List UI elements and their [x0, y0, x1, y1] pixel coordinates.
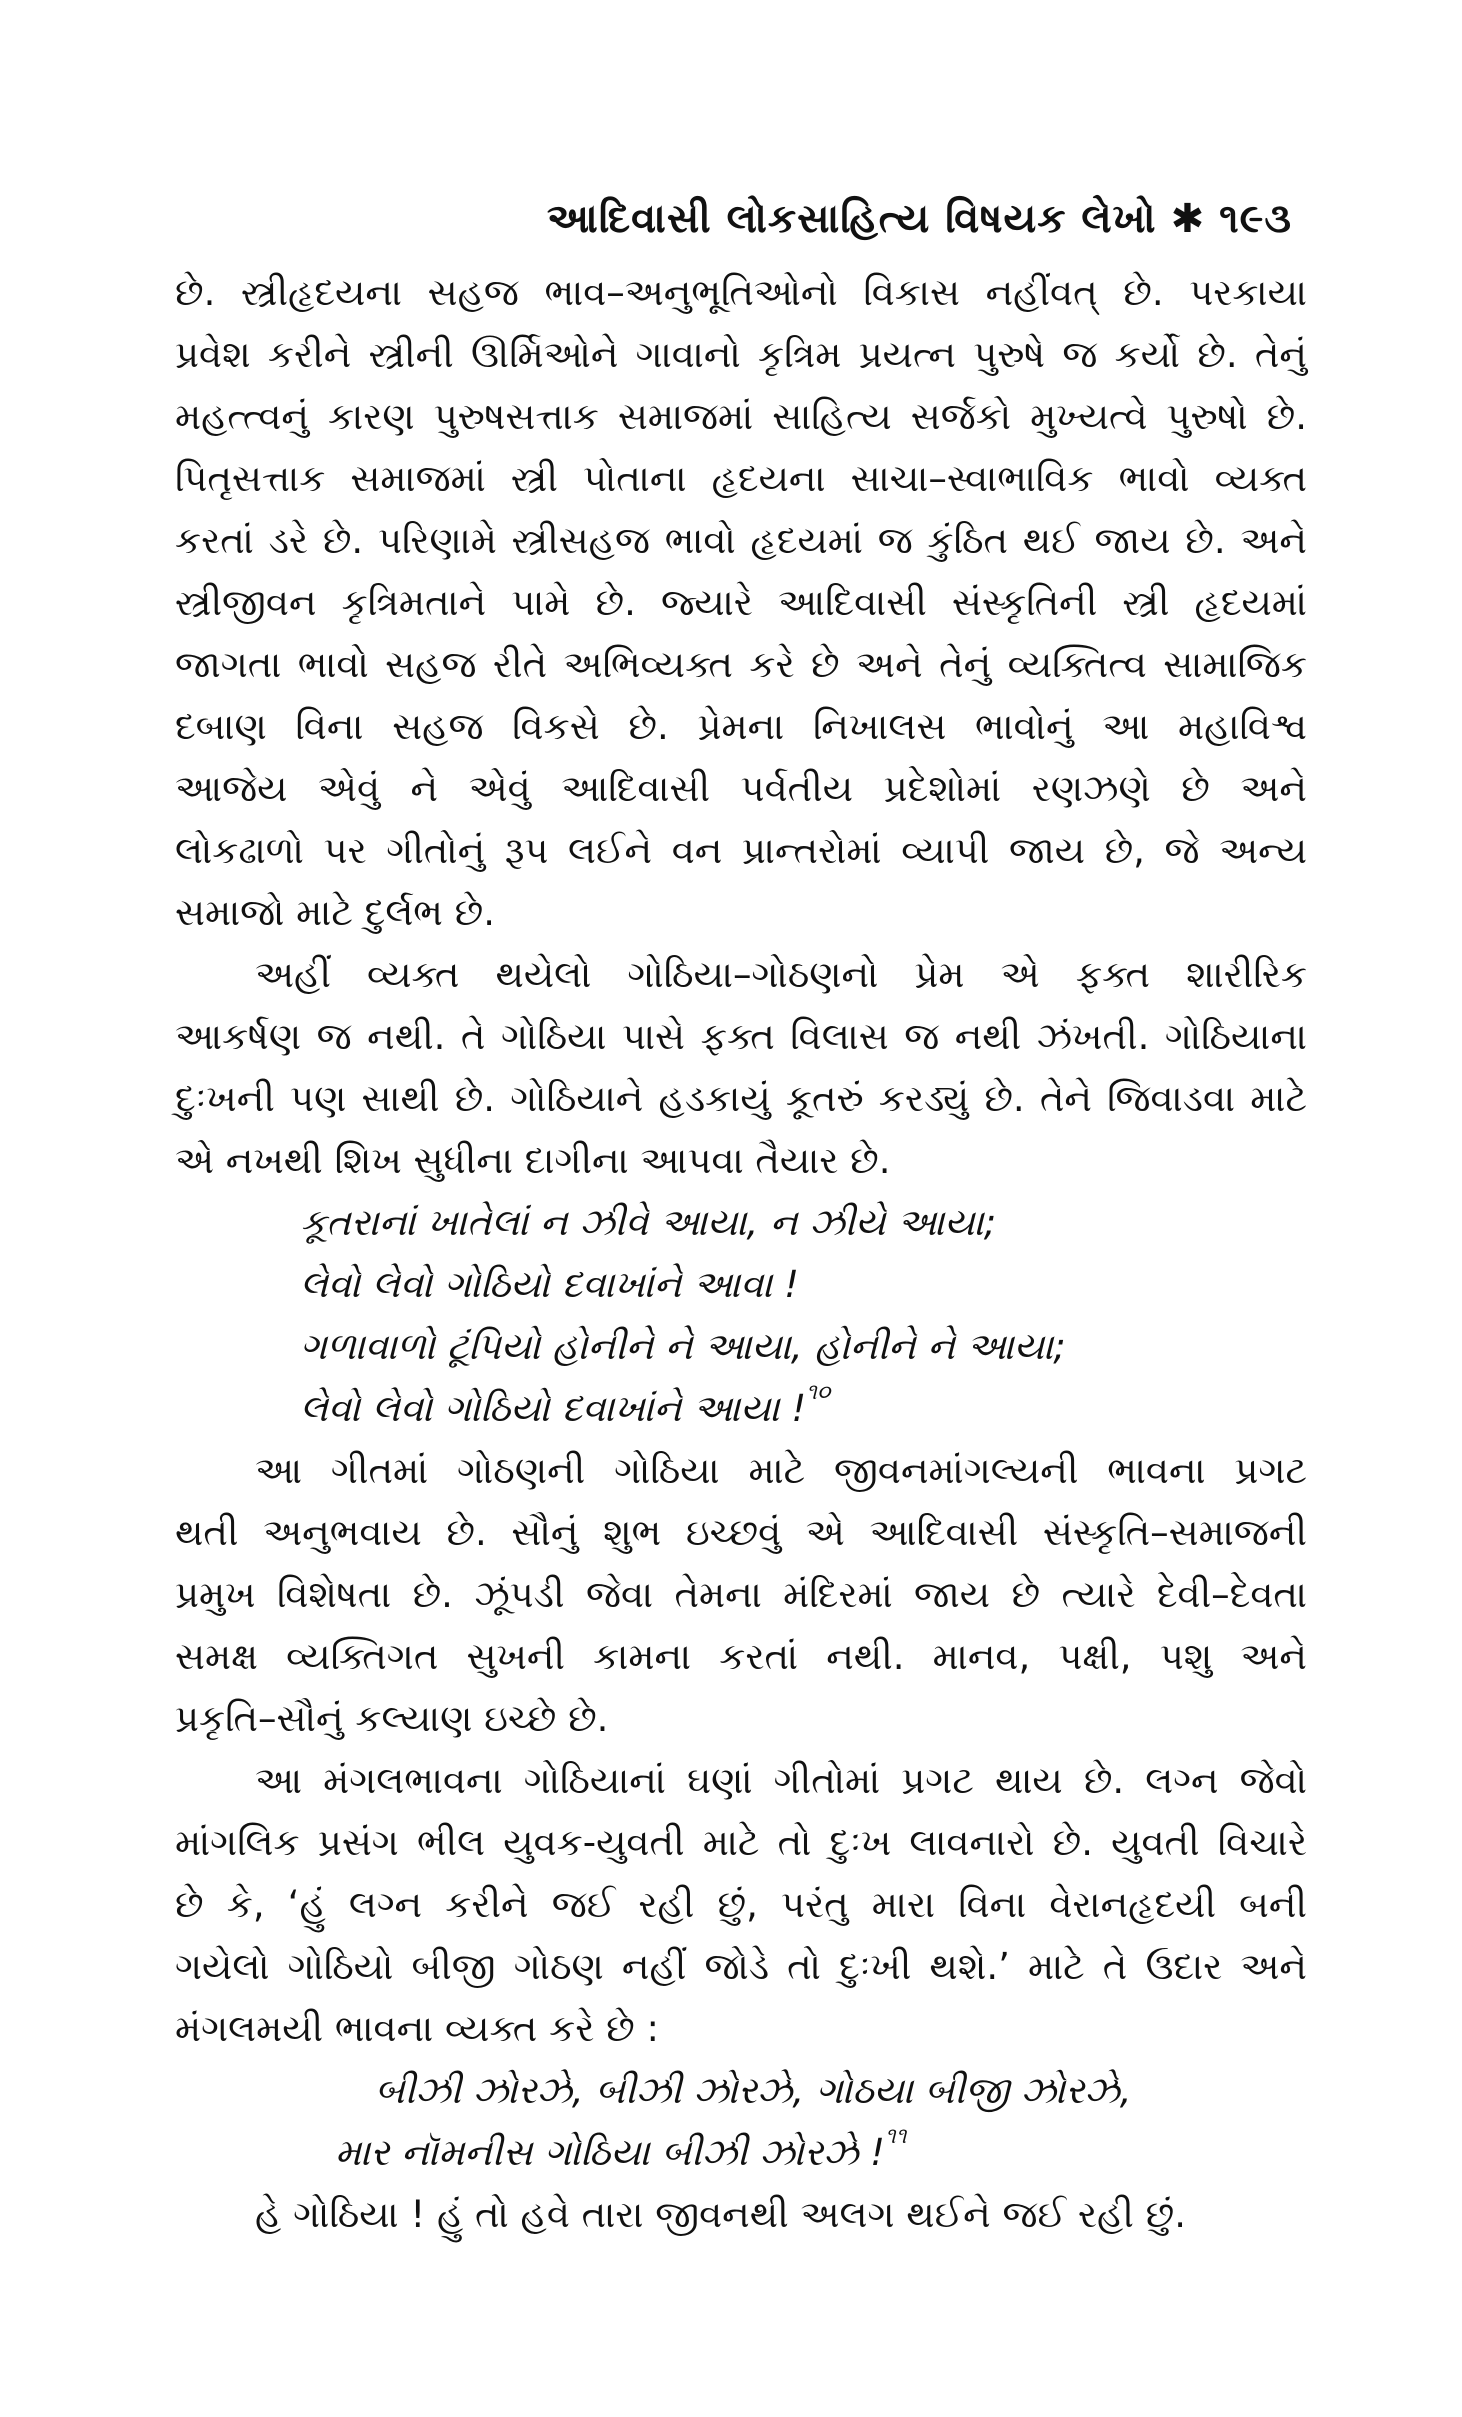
verse-line: બીઝી ઝોરઝે, બીઝી ઝોરઝે, ગોઠયા બીજી ઝોરઝે,: [375, 2069, 1132, 2112]
text-line: આ મંગલભાવના ગોઠિયાનાં ઘણાં ગીતોમાં પ્રગટ થાય છે. લગ્ન જેવો: [255, 1759, 1307, 1802]
text-line: આ ગીતમાં ગોઠણની ગોઠિયા માટે જીવનમાંગલ્યની ભાવના પ્રગટ: [255, 1449, 1307, 1492]
text-line: ગયેલો ગોઠિયો બીજી ગોઠણ નહીં જોડે તો દુઃખી થશે.’ માટે તે ઉદાર અને: [175, 1945, 1307, 1988]
verse-line-with-note: [175, 1378, 1307, 1440]
verse-line: માર નૉમનીસ ગોઠિયા બીઝી ઝોરઝે !: [335, 2131, 885, 2174]
text-line: માંગલિક પ્રસંગ ભીલ યુવક-યુવતી માટે તો દુઃખ લાવનારો છે. યુવતી વિચારે: [175, 1821, 1307, 1864]
text-line: દબાણ વિના સહજ વિકસે છે. પ્રેમના નિખાલસ ભાવોનું આ મહાવિશ્વ: [175, 705, 1307, 748]
verse-line: લેવો લેવો ગોઠિયો દવાખાંને આવા !: [300, 1263, 799, 1306]
asterisk-icon: ✱: [1170, 196, 1206, 242]
text-line: થતી અનુભવાય છે. સૌનું શુભ ઇચ્છવું એ આદિવાસી સંસ્કૃતિ–સમાજની: [175, 1511, 1307, 1554]
verse-1: [175, 1192, 1307, 1440]
verse-line-with-note: [175, 2122, 1307, 2184]
text-line: છે કે, ‘હું લગ્ન કરીને જઈ રહી છું, પરંતુ મારા વિના વેરાનહૃદયી બની: [175, 1883, 1307, 1926]
paragraph-2: [175, 944, 1307, 1192]
body-text: [175, 262, 1307, 2246]
verse-line: કૂતરાનાં ખાતેલાં ન ઝીવે આયા, ન ઝીયે આયા;: [300, 1201, 997, 1244]
text-line: પ્રમુખ વિશેષતા છે. ઝૂંપડી જેવા તેમના મંદિરમાં જાય છે ત્યારે દેવી–દેવતા: [175, 1573, 1307, 1616]
verse-line: ગળાવાળો ટૂંપિયો હોનીને ને આયા, હોનીને ને આયા;: [300, 1325, 1066, 1368]
paragraph-4: [175, 1750, 1307, 2060]
footnote-marker: ૧૦: [806, 1380, 831, 1405]
page-number: ૧૯૩: [1219, 196, 1292, 242]
running-header: [547, 196, 1292, 242]
running-header-title: આદિવાસી લોકસાહિત્ય વિષયક લેખો: [546, 196, 1157, 242]
text-line: મંગલમયી ભાવના વ્યક્ત કરે છે :: [175, 2007, 659, 2050]
text-line: અહીં વ્યક્ત થયેલો ગોઠિયા–ગોઠણનો પ્રેમ એ ફક્ત શારીરિક: [255, 953, 1307, 996]
text-line: લોકઢાળો પર ગીતોનું રૂપ લઈને વન પ્રાન્તરોમાં વ્યાપી જાય છે, જે અન્ય: [175, 829, 1307, 872]
verse-2: [175, 2060, 1307, 2184]
text-line: પ્રવેશ કરીને સ્ત્રીની ઊર્મિઓને ગાવાનો કૃત્રિમ પ્રયત્ન પુરુષે જ કર્યો છે. તેનું: [175, 333, 1307, 376]
text-line: આજેય એવું ને એવું આદિવાસી પર્વતીય પ્રદેશોમાં રણઝણે છે અને: [175, 767, 1307, 810]
text-line: જાગતા ભાવો સહજ રીતે અભિવ્યક્ત કરે છે અને તેનું વ્યક્તિત્વ સામાજિક: [175, 643, 1307, 686]
text-line: સ્ત્રીજીવન કૃત્રિમતાને પામે છે. જ્યારે આદિવાસી સંસ્કૃતિની સ્ત્રી હૃદયમાં: [175, 581, 1307, 624]
paragraph-1: [175, 262, 1307, 944]
text-line: છે. સ્ત્રીહૃદયના સહજ ભાવ–અનુભૂતિઓનો વિકાસ નહીંવત્ છે. પરકાયા: [175, 271, 1307, 314]
text-line: પિતૃસત્તાક સમાજમાં સ્ત્રી પોતાના હૃદયના સાચા–સ્વાભાવિક ભાવો વ્યક્ત: [175, 457, 1307, 500]
text-line: એ નખથી શિખ સુધીના દાગીના આપવા તૈયાર છે.: [175, 1139, 891, 1182]
paragraph-5: [175, 2184, 1307, 2246]
paragraph-3: [175, 1440, 1307, 1750]
text-line: મહત્ત્વનું કારણ પુરુષસત્તાક સમાજમાં સાહિત્ય સર્જકો મુખ્યત્વે પુરુષો છે.: [175, 395, 1307, 438]
text-line: હે ગોઠિયા ! હું તો હવે તારા જીવનથી અલગ થઈને જઈ રહી છું.: [255, 2193, 1186, 2236]
text-line: આકર્ષણ જ નથી. તે ગોઠિયા પાસે ફક્ત વિલાસ જ નથી ઝંખતી. ગોઠિયાના: [175, 1015, 1307, 1058]
text-line: કરતાં ડરે છે. પરિણામે સ્ત્રીસહજ ભાવો હૃદયમાં જ કુંઠિત થઈ જાય છે. અને: [175, 519, 1307, 562]
text-line: દુઃખની પણ સાથી છે. ગોઠિયાને હડકાયું કૂતરું કરડ્યું છે. તેને જિવાડવા માટે: [175, 1077, 1307, 1120]
text-line: સમાજો માટે દુર્લભ છે.: [175, 891, 496, 934]
text-line: સમક્ષ વ્યક્તિગત સુખની કામના કરતાં નથી. માનવ, પક્ષી, પશુ અને: [175, 1635, 1307, 1678]
text-line: પ્રકૃતિ–સૌનું કલ્યાણ ઇચ્છે છે.: [175, 1697, 609, 1740]
footnote-marker: ૧૧: [884, 2124, 907, 2149]
verse-line: લેવો લેવો ગોઠિયો દવાખાંને આયા !: [300, 1387, 807, 1430]
